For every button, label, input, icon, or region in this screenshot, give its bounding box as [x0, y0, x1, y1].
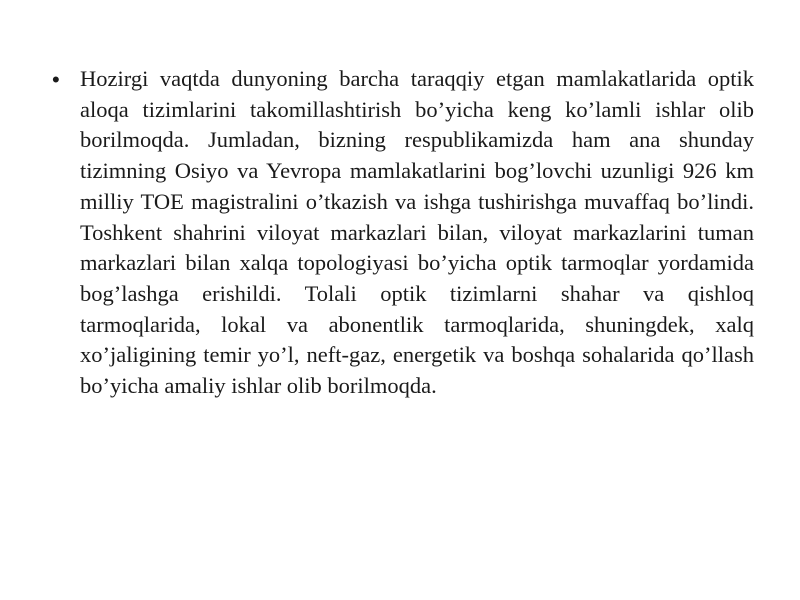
bullet-paragraph: Hozirgi vaqtda dunyoning barcha taraqqiy etgan mamlakatlarida optik aloqa tizimlarini takomillashtirish bo’yicha keng ko’lamli ishlar olib borilmoqda. Jumladan, bizning respublikamizda ham ana shunday tizimning Osiyo va Yevropa mamlakatlarini bog’lovchi uzunligi 926 km milliy TOE magistralini o’tkazish va ishga tushirishga muvaffaq bo’lindi. Toshkent shahrini viloyat markazlari bilan, viloyat markazlarini tuman markazlari bilan xalqa topologiyasi bo’yicha optik tarmoqlar yordamida bog’lashga erishildi. Tolali optik tizimlarni shahar va qishloq tarmoqlarida, lokal va abonentlik tarmoqlarida, shuningdek, xalq xo’jaligining temir yo’l, neft-gaz, energetik va boshqa sohalarida qo’llash bo’yicha amaliy ishlar olib borilmoqda.: [80, 66, 754, 399]
list-item: [52, 64, 754, 402]
bullet-list: [52, 64, 754, 402]
bullet-icon: •: [52, 67, 60, 92]
